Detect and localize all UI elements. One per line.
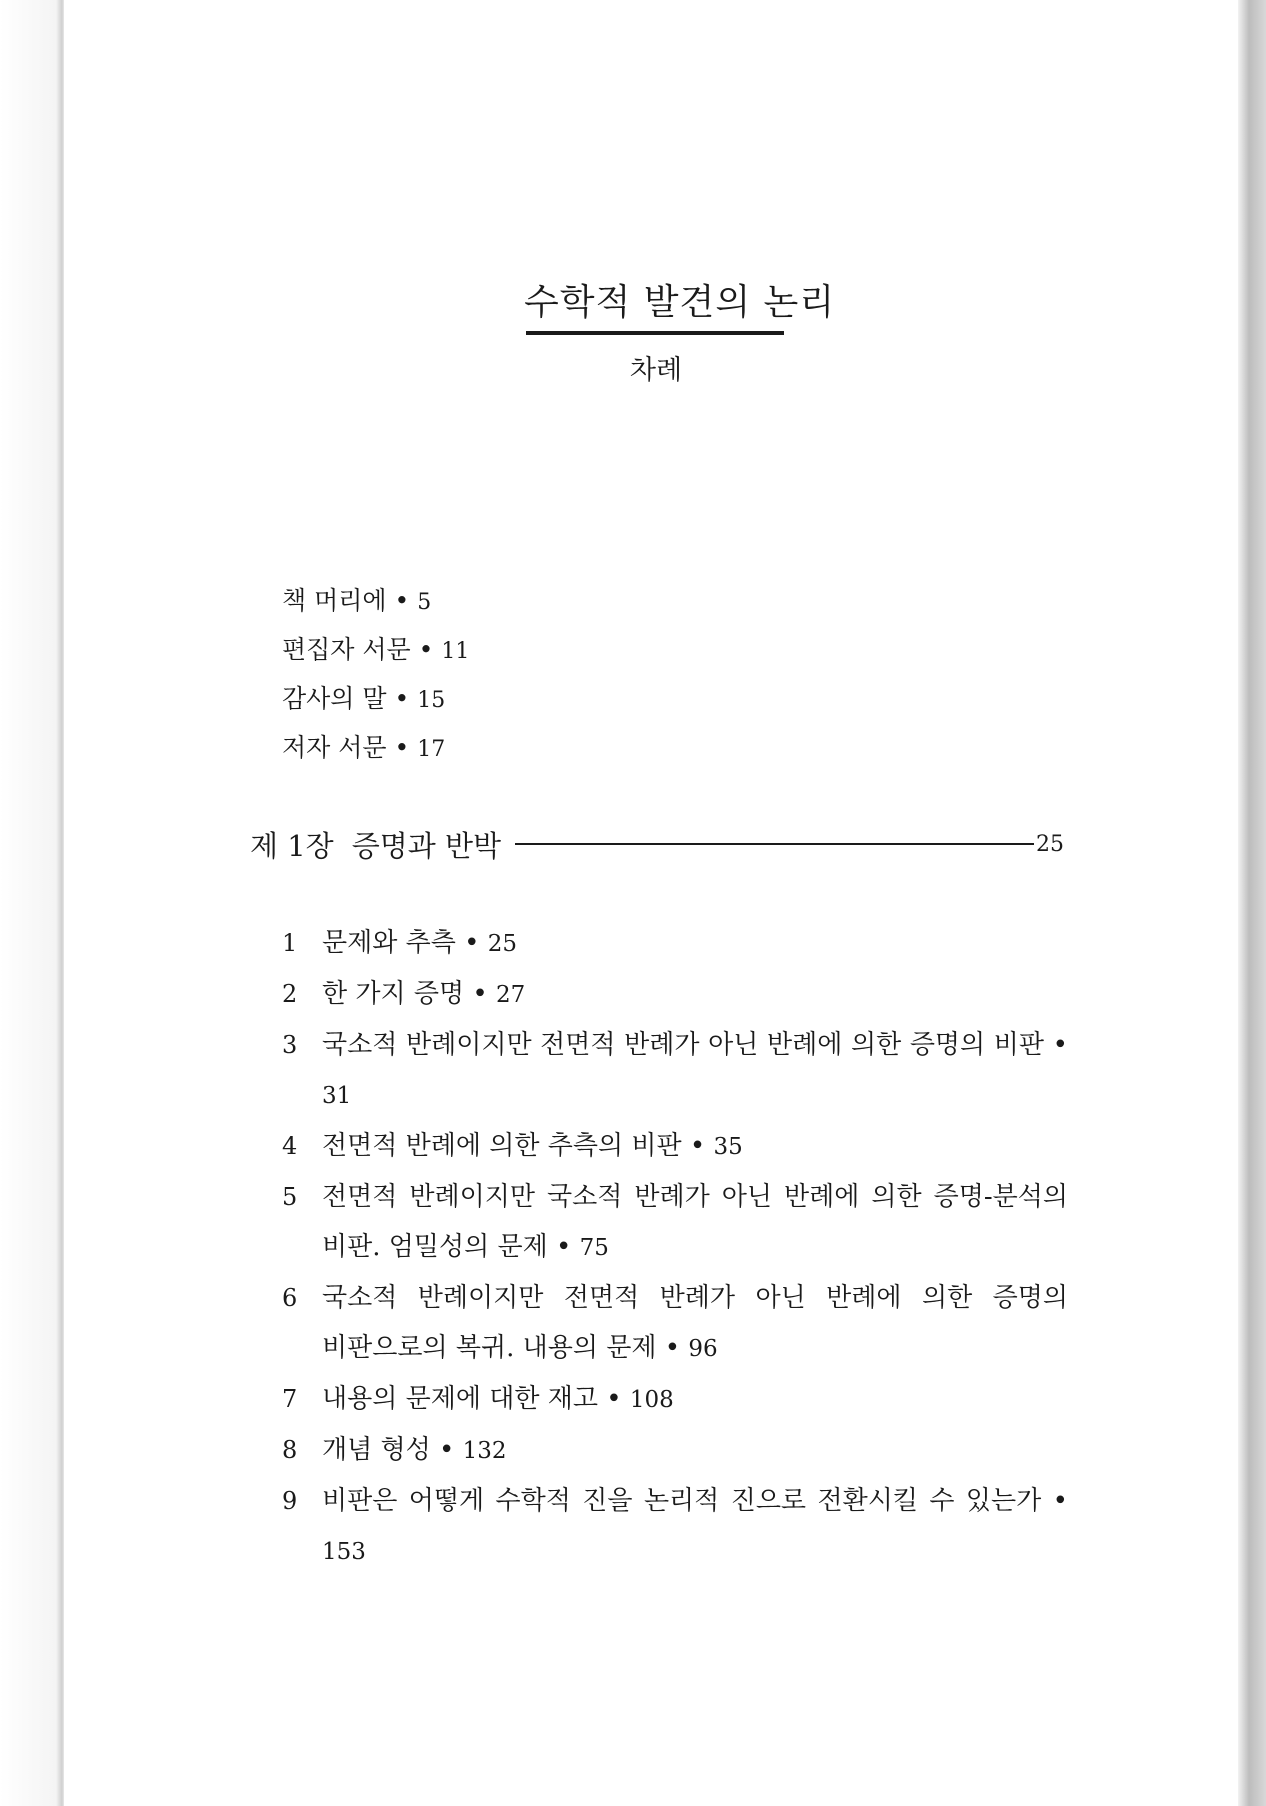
separator: • xyxy=(656,1333,689,1363)
section-number: 1 xyxy=(282,929,298,957)
section-item[interactable] xyxy=(282,1273,1068,1374)
separator: • xyxy=(386,733,418,762)
section-title: 개념 형성 xyxy=(322,1435,431,1465)
front-matter-item[interactable] xyxy=(282,625,882,674)
section-number: 3 xyxy=(282,1031,298,1059)
book-title: 수학적 발견의 논리 xyxy=(524,282,836,323)
section-page: 35 xyxy=(713,1134,743,1160)
section-number: 6 xyxy=(282,1284,298,1312)
chapter-leader-line xyxy=(515,843,1034,845)
separator: • xyxy=(386,684,418,713)
chapter-heading[interactable] xyxy=(250,818,1064,870)
front-matter-page: 11 xyxy=(441,639,470,664)
section-page: 153 xyxy=(322,1539,366,1565)
section-item[interactable] xyxy=(282,969,1068,1020)
section-item[interactable] xyxy=(282,1476,1068,1577)
title-underline xyxy=(526,331,784,335)
section-item[interactable] xyxy=(282,1020,1068,1121)
chapter-number: 제 1장 xyxy=(250,828,334,863)
section-page: 96 xyxy=(688,1336,718,1362)
separator: • xyxy=(1041,1486,1068,1516)
section-number: 9 xyxy=(282,1487,298,1515)
separator: • xyxy=(464,979,496,1009)
section-number: 7 xyxy=(282,1385,298,1413)
section-title: 내용의 문제에 대한 재고 xyxy=(322,1384,598,1414)
page-edge-right xyxy=(1238,0,1266,1806)
section-page: 31 xyxy=(322,1083,352,1109)
front-matter-item[interactable] xyxy=(282,576,882,625)
separator: • xyxy=(547,1232,580,1262)
front-matter-title: 감사의 말 xyxy=(282,684,387,713)
section-page: 27 xyxy=(496,982,526,1008)
front-matter-item[interactable] xyxy=(282,674,882,723)
chapter-page: 25 xyxy=(1036,831,1064,857)
section-title: 국소적 반례이지만 전면적 반례가 아닌 반례에 의한 증명의 비판으로의 복귀. 내용의 문제 xyxy=(322,1283,1068,1363)
section-number: 8 xyxy=(282,1436,298,1464)
front-matter-list xyxy=(282,576,882,772)
section-item[interactable] xyxy=(282,918,1068,969)
front-matter-page: 5 xyxy=(417,590,432,615)
section-title: 문제와 추측 xyxy=(322,928,456,958)
separator: • xyxy=(410,635,442,664)
toc-heading: 차례 xyxy=(629,355,683,386)
front-matter-page: 15 xyxy=(417,688,446,713)
section-title: 비판은 어떻게 수학적 진을 논리적 진으로 전환시킬 수 있는가 xyxy=(322,1486,1042,1516)
section-item[interactable] xyxy=(282,1172,1068,1273)
separator: • xyxy=(455,928,488,958)
section-number: 5 xyxy=(282,1183,298,1211)
front-matter-title: 책 머리에 xyxy=(282,586,387,615)
front-matter-title: 저자 서문 xyxy=(282,733,387,762)
section-page: 108 xyxy=(629,1387,674,1413)
section-number: 2 xyxy=(282,980,298,1008)
section-page: 132 xyxy=(462,1438,507,1464)
front-matter-title: 편집자 서문 xyxy=(282,635,411,664)
section-title: 국소적 반례이지만 전면적 반례가 아닌 반례에 의한 증명의 비판 xyxy=(322,1030,1045,1060)
section-page: 75 xyxy=(579,1235,609,1261)
front-matter-page: 17 xyxy=(417,737,446,762)
section-number: 4 xyxy=(282,1132,298,1160)
separator: • xyxy=(430,1435,463,1465)
section-title: 전면적 반례이지만 국소적 반례가 아닌 반례에 의한 증명-분석의 비판. 엄밀성의 문제 xyxy=(322,1182,1068,1262)
section-title: 한 가지 증명 xyxy=(322,979,465,1009)
front-matter-item[interactable] xyxy=(282,723,882,772)
section-item[interactable] xyxy=(282,1121,1068,1172)
page-edge-left xyxy=(0,0,64,1806)
section-title: 전면적 반례에 의한 추측의 비판 xyxy=(322,1131,682,1161)
separator: • xyxy=(597,1384,630,1414)
section-list xyxy=(282,918,1068,1577)
section-page: 25 xyxy=(487,931,518,957)
section-item[interactable] xyxy=(282,1425,1068,1476)
separator: • xyxy=(386,586,418,615)
separator: • xyxy=(681,1131,714,1161)
separator: • xyxy=(1044,1030,1068,1060)
chapter-title: 증명과 반박 xyxy=(351,828,501,863)
section-item[interactable] xyxy=(282,1374,1068,1425)
